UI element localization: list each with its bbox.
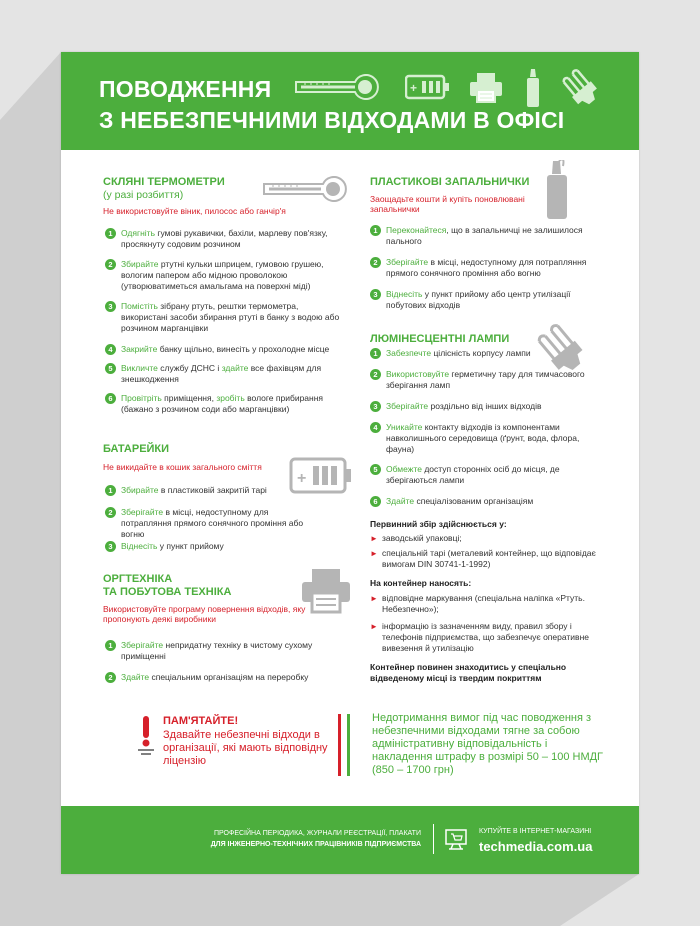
thermometers-step-1: 1 Одягніть гумові рукавички, бахіли, марлеву пов'язку, просякнуту содовим розчином	[105, 228, 345, 250]
remember-text: Здавайте небезпечні відходи в організації, які мають відповідну ліцензію	[163, 729, 328, 767]
thermometers-title: СКЛЯНІ ТЕРМОМЕТРИ	[103, 176, 225, 188]
lamps-step-3: 3 Зберігайте роздільно від інших відходів	[370, 401, 600, 412]
thermometers-step-3: 3 Помістіть зібрану ртуть, рештки термометра, використані засоби збирання ртуті в банку з водою або розчином марганцівки	[105, 301, 345, 334]
lighter-icon	[525, 68, 541, 108]
cfl-lamp-icon	[561, 66, 607, 106]
poster	[61, 52, 639, 874]
lighters-warning: Заощадьте кошти й купіть поновлювані запальнички	[370, 194, 525, 214]
lamps-step-1: 1 Забезпечте цілісність корпусу лампи	[370, 348, 600, 359]
thermometers-warning: Не використовуйте віник, пилосос або ганчір'я	[103, 206, 286, 216]
office-step-2: 2 Здайте спеціальним організаціям на переробку	[105, 672, 345, 683]
battery-icon	[405, 74, 451, 100]
batteries-step-3: 3 Віднесіть у пункт прийому	[105, 541, 305, 552]
site-link[interactable]: techmedia.com.ua	[479, 839, 593, 854]
primary-collection-title: Первинний збір здійснюється у:	[370, 519, 507, 529]
svg-text:+: +	[410, 81, 418, 95]
batteries-warning: Не викидайте в кошик загального сміття	[103, 462, 262, 472]
header	[61, 52, 639, 150]
printer-icon	[469, 72, 503, 104]
lamps-title: ЛЮМІНЕСЦЕНТНІ ЛАМПИ	[370, 333, 510, 345]
title-line-2: З НЕБЕЗПЕЧНИМИ ВІДХОДАМИ В ОФІСІ	[99, 107, 565, 133]
batteries-title: БАТАРЕЙКИ	[103, 443, 170, 455]
arrow-icon: ►	[370, 594, 378, 603]
thermometer-icon	[261, 176, 353, 202]
exclamation-icon	[137, 714, 155, 758]
arrow-icon: ►	[370, 622, 378, 631]
thermometer-icon	[293, 74, 385, 100]
printer-icon	[301, 568, 351, 614]
primary-item-2: ► спеціальній тарі (металевий контейнер, що відповідає вимогам DIN 30741-1-1992)	[370, 548, 596, 569]
thermometers-step-4: 4 Закрийте банку щільно, винесіть у прохолодне місце	[105, 344, 345, 355]
title-line-1: ПОВОДЖЕННЯ	[99, 76, 272, 102]
arrow-icon: ►	[370, 549, 378, 558]
thermometers-step-5: 5 Викличте службу ДСНС і здайте все фахівцям для знешкодження	[105, 363, 345, 385]
cart-icon	[445, 828, 469, 850]
arrow-icon: ►	[370, 534, 378, 543]
thermometers-step-6: 6 Провітріть приміщення, зробіть вологе прибирання (бажано з розчином соди або марганцівки)	[105, 393, 345, 415]
footer	[61, 806, 639, 874]
fine-text: Недотримання вимог під час поводження з небезпечними відходами тягне за собою адміністративну відповідальність і накладення штрафу в розмірі 50 – 100 НМДГ (850 – 1700 грн)	[372, 712, 604, 776]
remember-title: ПАМ'ЯТАЙТЕ!	[163, 715, 239, 727]
lamps-step-4: 4 Уникайте контакту відходів із компонентами навколишнього середовища (ґрунт, вода, флора, фауна)	[370, 422, 600, 455]
footer-line-2: ДЛЯ ІНЖЕНЕРНО-ТЕХНІЧНИХ ПРАЦІВНИКІВ ПІДПРИЄМСТВА	[210, 841, 421, 848]
batteries-step-1: 1 Збирайте в пластиковій закритій тарі	[105, 485, 305, 496]
lighter-icon	[545, 160, 569, 220]
footer-line-1: ПРОФЕСІЙНА ПЕРІОДИКА, ЖУРНАЛИ РЕЄСТРАЦІЇ, ПЛАКАТИ	[214, 830, 421, 837]
shop-label: КУПУЙТЕ В ІНТЕРНЕТ-МАГАЗИНІ	[479, 828, 592, 835]
container-final-note: Контейнер повинен знаходитись у спеціально відведеному місці із твердим покриттям	[370, 662, 567, 683]
svg-text:+: +	[297, 470, 307, 487]
lamps-step-6: 6 Здайте спеціалізованим організаціям	[370, 496, 600, 507]
container-item-1: ► відповідне маркування (спеціальна наліпка «Ртуть. Небезпечно»);	[370, 593, 585, 614]
lighters-step-1: 1 Переконайтеся, що в запальничці не залишилося пального	[370, 225, 600, 247]
color-divider	[335, 714, 355, 776]
office-step-1: 1 Зберігайте непридатну техніку в чистому сухому приміщенні	[105, 640, 345, 662]
container-item-2: ► інформацію із зазначенням виду, правил збору і телефонів підприємства, що забезпечує оперативне вивезення й утилізацію	[370, 621, 589, 653]
footer-divider	[433, 824, 434, 854]
container-title: На контейнер наносять:	[370, 578, 472, 588]
lamps-step-2: 2 Використовуйте герметичну тару для тимчасового зберігання ламп	[370, 369, 600, 391]
cfl-lamp-icon	[535, 322, 595, 372]
lighters-step-2: 2 Зберігайте в місці, недоступному для потрапляння прямого сонячного проміння або вогню	[370, 257, 600, 279]
lighters-title: ПЛАСТИКОВІ ЗАПАЛЬНИЧКИ	[370, 176, 530, 188]
primary-item-1: ► заводській упаковці;	[370, 533, 462, 543]
office-warning: Використовуйте програму повернення відходів, яку пропонують деякі виробники	[103, 604, 306, 624]
thermometers-subtitle: (у разі розбиття)	[103, 189, 184, 201]
batteries-step-2: 2 Зберігайте в місці, недоступному для потрапляння прямого сонячного проміння або вогню	[105, 507, 315, 540]
lamps-step-5: 5 Обмежте доступ сторонніх осіб до місця, де зберігаються лампи	[370, 464, 600, 486]
thermometers-step-2: 2 Збирайте ртутні кульки шприцем, гумовою грушею, вологим папером або мідною проволокою (утворюватиметься амальгама на поверхні міді)	[105, 259, 345, 292]
lighters-step-3: 3 Віднесіть у пункт прийому або центр утилізації побутових відходів	[370, 289, 600, 311]
office-title-line-2: ТА ПОБУТОВА ТЕХНІКА	[103, 586, 232, 598]
office-title-line-1: ОРГТЕХНІКА	[103, 573, 173, 585]
